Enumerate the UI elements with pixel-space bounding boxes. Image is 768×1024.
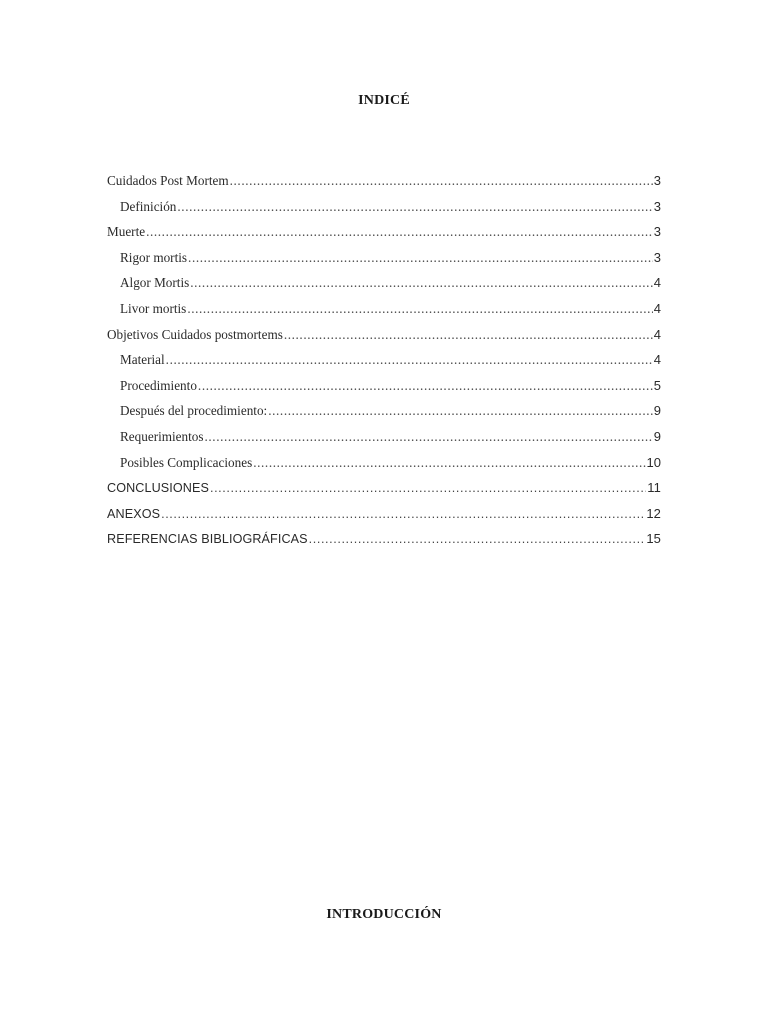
toc-entry-procedimiento[interactable] bbox=[107, 377, 661, 403]
toc-dot-leader bbox=[205, 428, 653, 446]
toc-entry-posibles-complicaciones[interactable] bbox=[107, 454, 661, 480]
toc-entry-page: 15 bbox=[646, 531, 661, 547]
toc-title: INDICÉ bbox=[358, 93, 410, 108]
toc-dot-leader bbox=[284, 326, 653, 344]
toc-entry-objetivos[interactable] bbox=[107, 326, 661, 352]
toc-dot-leader bbox=[230, 172, 653, 190]
toc-entry-page: 3 bbox=[653, 249, 661, 265]
toc-entry-cuidados-post-mortem[interactable] bbox=[107, 172, 661, 198]
toc-entry-page: 4 bbox=[653, 275, 661, 291]
toc-entry-page: 3 bbox=[653, 198, 661, 214]
toc-entry-page: 3 bbox=[653, 224, 661, 240]
toc-entry-label: Livor mortis bbox=[120, 300, 187, 316]
toc-dot-leader bbox=[190, 274, 653, 292]
toc-entry-label: Definición bbox=[120, 198, 177, 214]
toc-dot-leader bbox=[177, 198, 652, 216]
toc-entry-label: CONCLUSIONES bbox=[107, 481, 209, 496]
toc-entry-label: ANEXOS bbox=[107, 506, 161, 521]
toc-entry-algor-mortis[interactable] bbox=[107, 274, 661, 300]
toc-entry-label: Algor Mortis bbox=[120, 275, 190, 291]
toc-entry-conclusiones[interactable] bbox=[107, 479, 661, 505]
toc-dot-leader bbox=[198, 377, 653, 395]
toc-dot-leader bbox=[253, 454, 645, 472]
table-of-contents bbox=[107, 172, 661, 556]
toc-dot-leader bbox=[309, 530, 646, 548]
toc-entry-label: Objetivos Cuidados postmortems bbox=[107, 326, 283, 342]
toc-entry-despues-del-procedimiento[interactable] bbox=[107, 402, 661, 428]
toc-entry-page: 12 bbox=[646, 505, 661, 521]
toc-entry-requerimientos[interactable] bbox=[107, 428, 661, 454]
toc-entry-muerte[interactable] bbox=[107, 223, 661, 249]
toc-entry-page: 5 bbox=[653, 377, 661, 393]
toc-entry-livor-mortis[interactable] bbox=[107, 300, 661, 326]
toc-entry-page: 11 bbox=[647, 480, 661, 496]
introduction-heading: INTRODUCCIÓN bbox=[326, 907, 442, 922]
toc-entry-material[interactable] bbox=[107, 351, 661, 377]
toc-entry-page: 4 bbox=[653, 300, 661, 316]
toc-entry-page: 4 bbox=[653, 326, 661, 342]
toc-entry-page: 4 bbox=[653, 352, 661, 368]
toc-entry-label: Rigor mortis bbox=[120, 249, 188, 265]
toc-dot-leader bbox=[188, 249, 653, 267]
toc-dot-leader bbox=[210, 479, 646, 497]
toc-entry-page: 10 bbox=[646, 454, 661, 470]
toc-entry-label: Procedimiento bbox=[120, 377, 197, 393]
toc-entry-label: Cuidados Post Mortem bbox=[107, 173, 229, 188]
toc-entry-page: 9 bbox=[653, 403, 661, 419]
toc-entry-referencias-bibliograficas[interactable] bbox=[107, 530, 661, 556]
toc-entry-definicion[interactable] bbox=[107, 198, 661, 224]
toc-dot-leader bbox=[161, 505, 645, 523]
toc-entry-page: 3 bbox=[653, 173, 661, 188]
toc-entry-label: Posibles Complicaciones bbox=[120, 454, 253, 470]
toc-entry-label: Después del procedimiento: bbox=[120, 403, 268, 419]
toc-dot-leader bbox=[268, 402, 653, 420]
toc-dot-leader bbox=[187, 300, 652, 318]
toc-dot-leader bbox=[166, 351, 653, 369]
toc-entry-label: REFERENCIAS BIBLIOGRÁFICAS bbox=[107, 532, 308, 547]
toc-entry-page: 9 bbox=[653, 428, 661, 444]
toc-entry-label: Muerte bbox=[107, 224, 146, 240]
toc-entry-label: Requerimientos bbox=[120, 428, 204, 444]
toc-entry-anexos[interactable] bbox=[107, 505, 661, 531]
toc-entry-label: Material bbox=[120, 352, 165, 368]
toc-dot-leader bbox=[146, 223, 653, 241]
toc-entry-rigor-mortis[interactable] bbox=[107, 249, 661, 275]
